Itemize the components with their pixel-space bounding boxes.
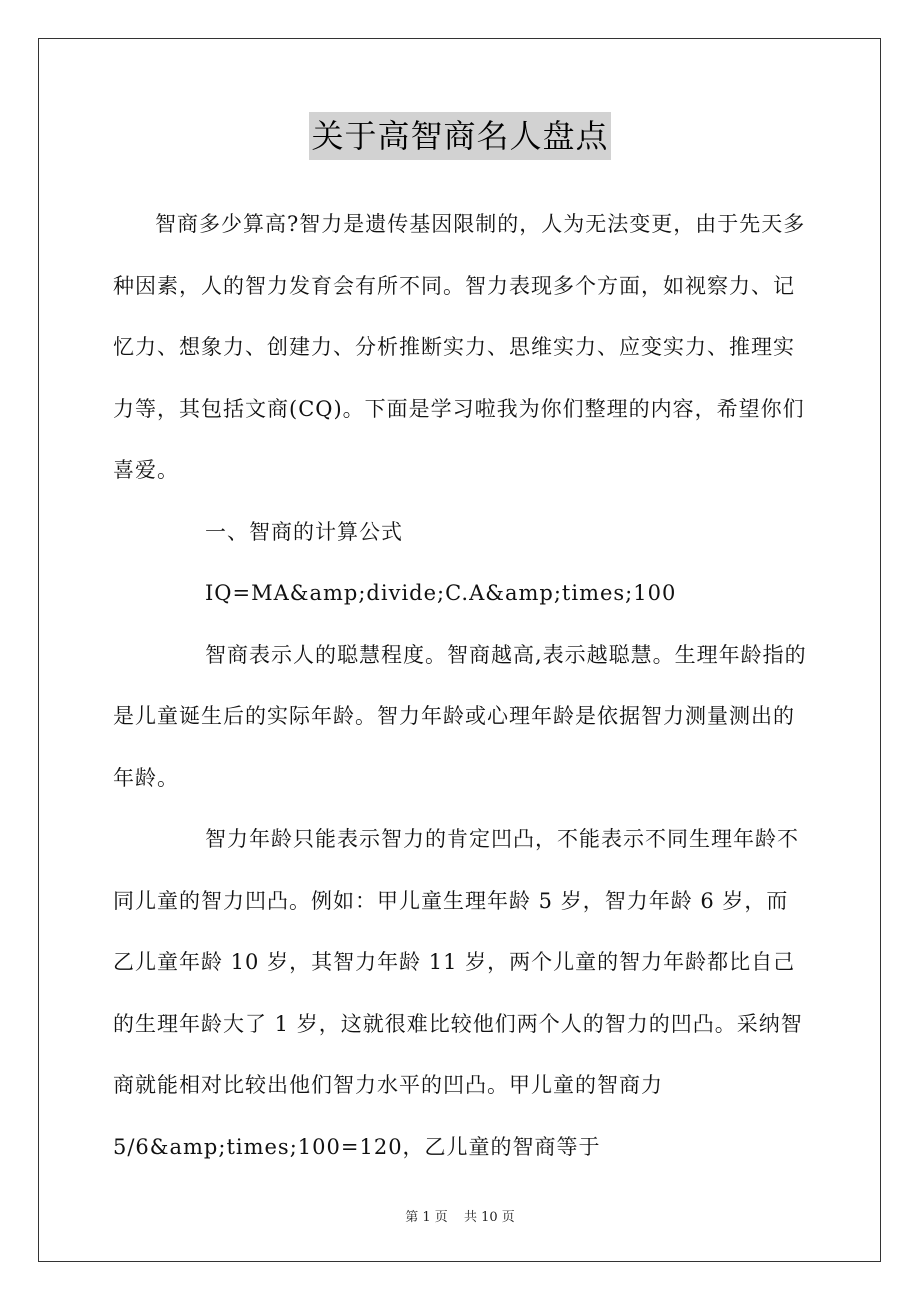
title-container [0,112,920,160]
paragraph-intro: 智商多少算高?智力是遗传基因限制的，人为无法变更，由于先天多种因素，人的智力发育会有所不同。智力表现多个方面，如视察力、记忆力、想象力、创建力、分析推断实力、思维实力、应变实力、推理实力等，其包括文商(CQ)。下面是学习啦我为你们整理的内容，希望你们喜爱。 [113,212,806,482]
paragraph-calculation: 5/6&amp;times;100=120，乙儿童的智商等于 [113,1134,601,1159]
paragraph-example: 智力年龄只能表示智力的肯定凹凸，不能表示不同生理年龄不同儿童的智力凹凸。例如：甲儿童生理年龄 5 岁，智力年龄 6 岁，而乙儿童年龄 10 岁，其智力年龄 11 岁，两个儿童的智力年龄都比自己的生理年龄大了 1 岁，这就很难比较他们两个人的智力的凹凸。采纳智商就能相对比较出他们智力水平的凹凸。甲儿童的智商力 [113,827,803,1097]
document-title: 关于高智商名人盘点 [309,112,610,160]
total-pages: 共 10 页 [463,1210,515,1225]
section-heading: 一、智商的计算公式 [205,519,403,544]
page-footer [0,1206,920,1225]
paragraph-iq-meaning: 智商表示人的聪慧程度。智商越高,表示越聪慧。生理年龄指的是儿童诞生后的实际年龄。智力年龄或心理年龄是依据智力测量测出的年龄。 [113,642,807,790]
page-number: 第 1 页 [405,1210,448,1225]
formula-line: IQ=MA&amp;divide;C.A&amp;times;100 [205,581,677,605]
document-body [113,194,807,1178]
